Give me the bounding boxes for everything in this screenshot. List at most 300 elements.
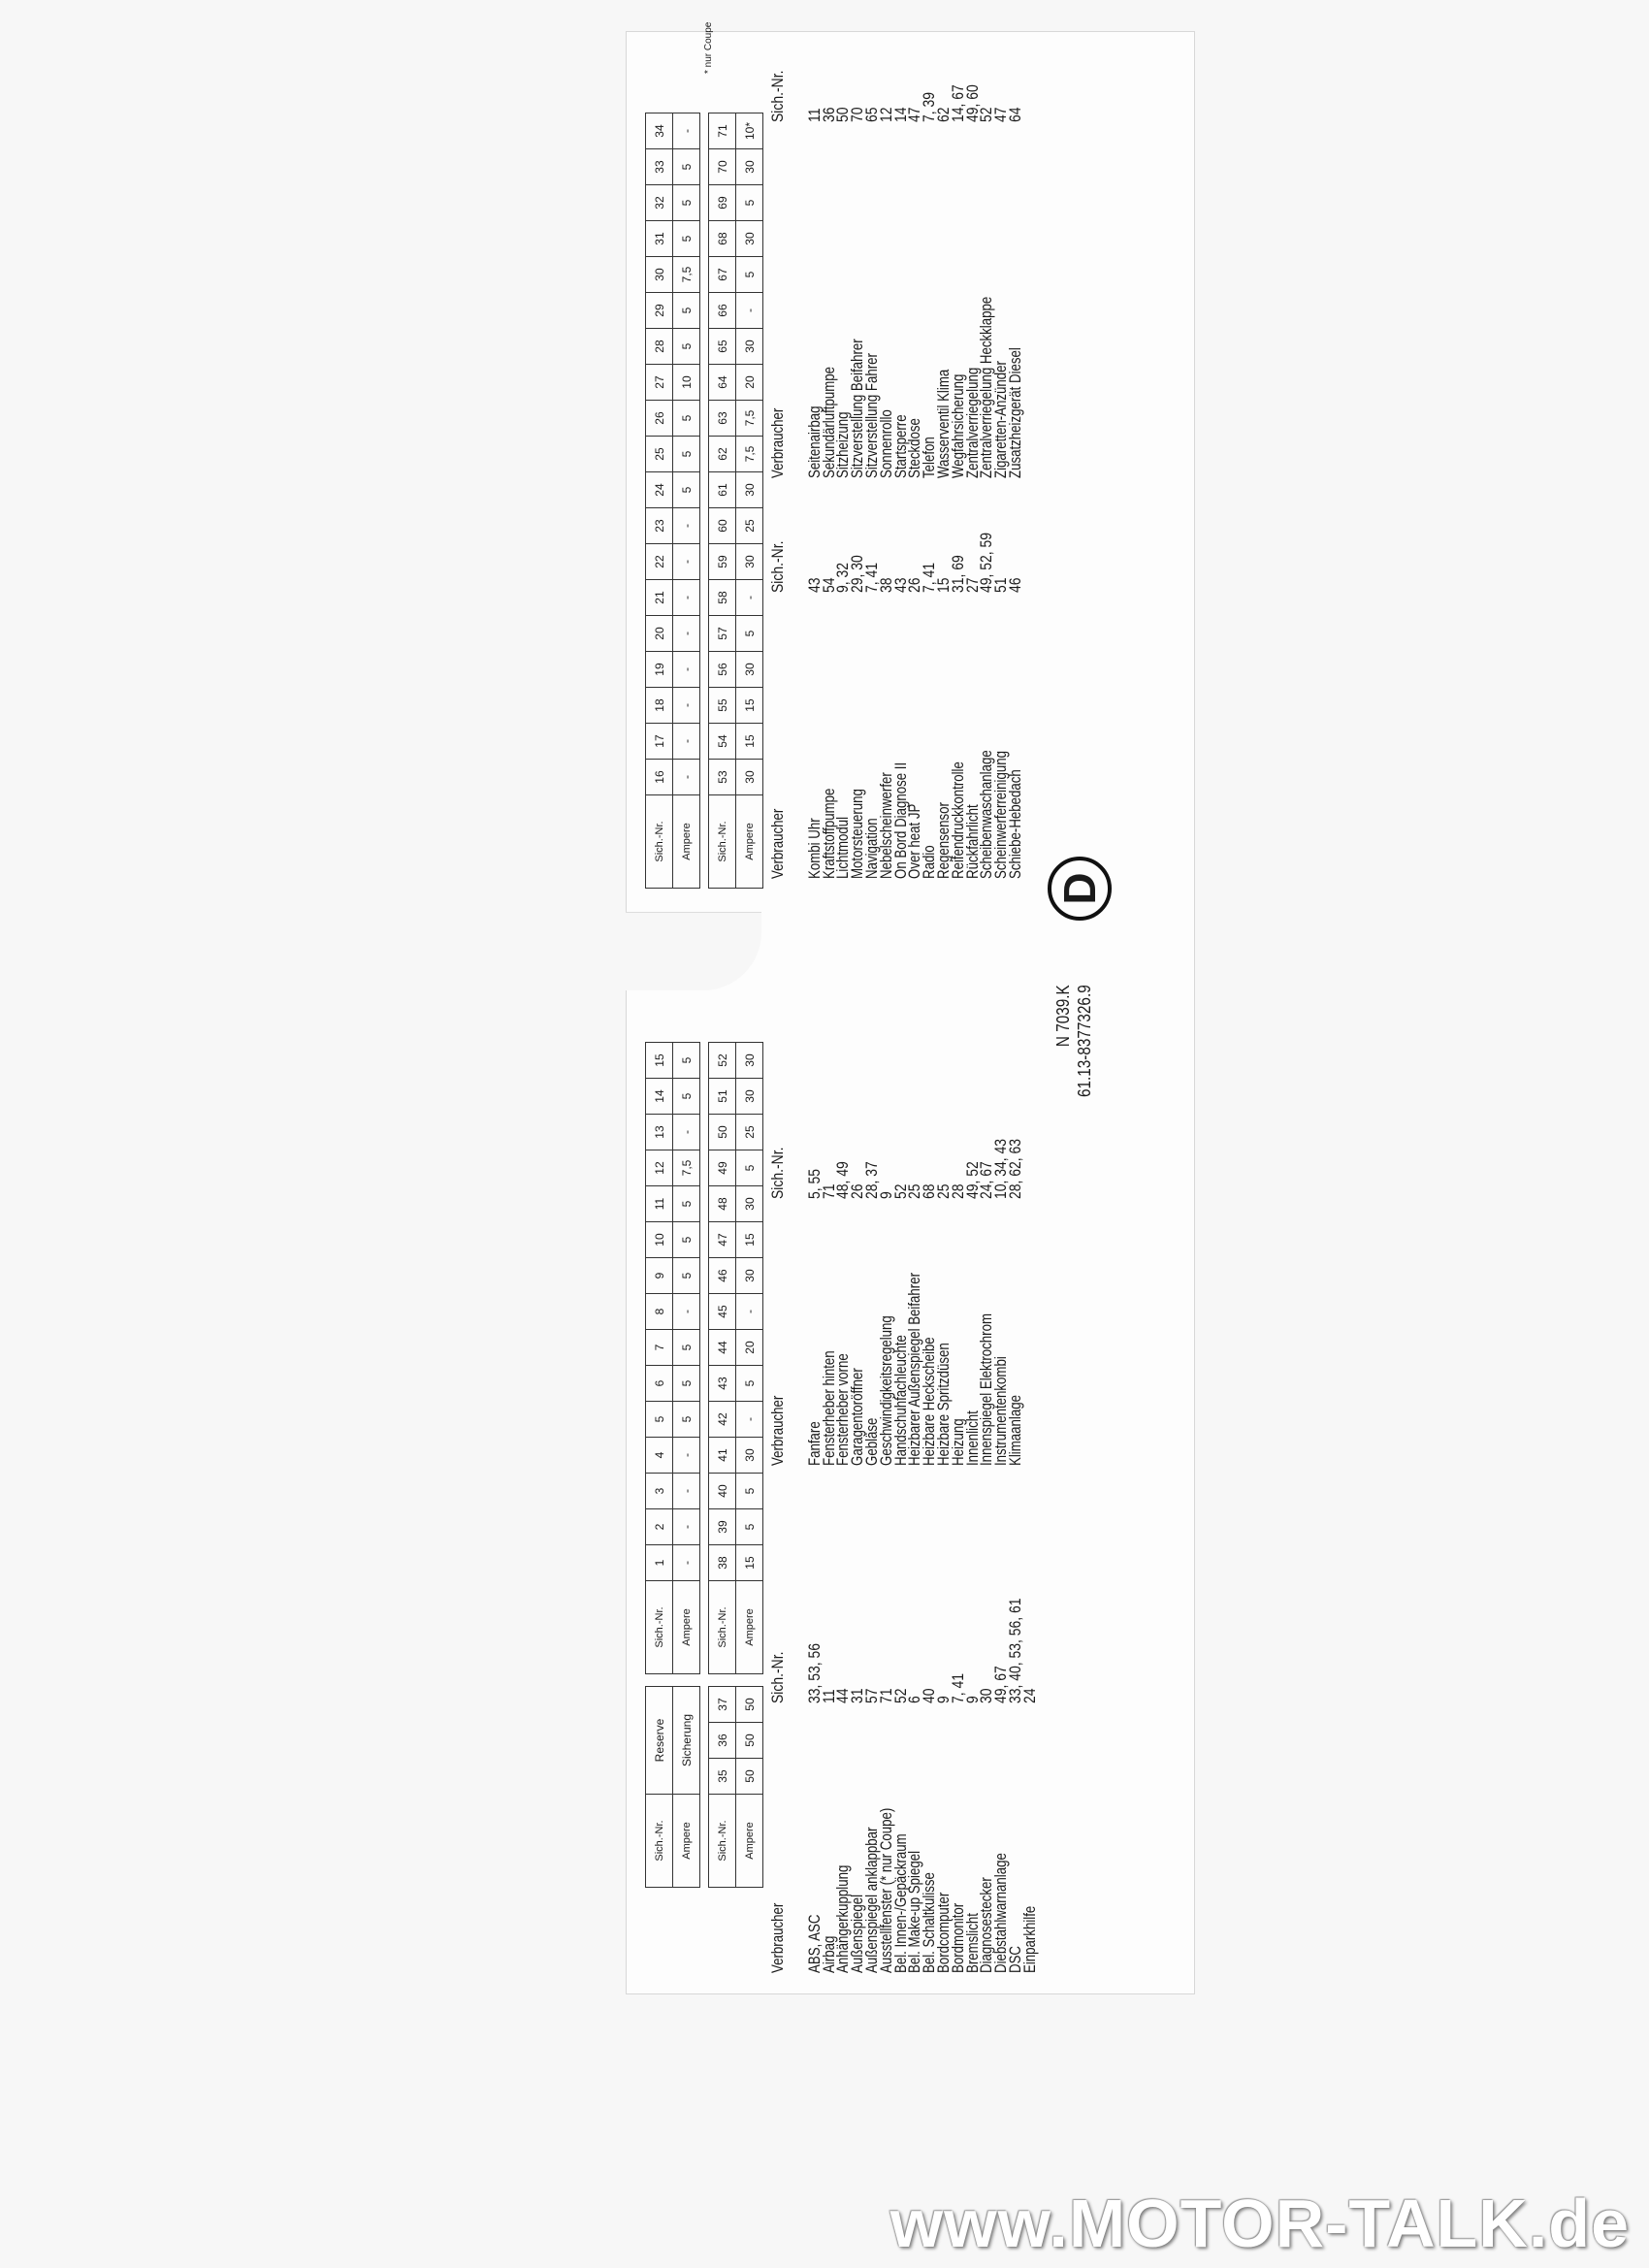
consumer-name: Steckdose xyxy=(905,418,924,478)
ampere-cell: 25 xyxy=(736,1115,763,1150)
ampere-label: Ampere xyxy=(736,795,763,889)
fuse-number-cell: 53 xyxy=(709,760,736,795)
fuse-number-cell: 7 xyxy=(646,1330,673,1366)
fuse-numbers: 68 xyxy=(920,1183,939,1199)
consumer-name: Innenspiegel Elektrochrom xyxy=(977,1313,996,1466)
ampere-cell: 30 xyxy=(736,652,763,688)
ampere-cell: 30 xyxy=(736,760,763,795)
ampere-cell: - xyxy=(673,1509,700,1545)
ampere-cell: - xyxy=(673,1545,700,1581)
fuse-numbers: 71 xyxy=(876,1688,895,1703)
ampere-cell: 15 xyxy=(736,724,763,760)
fuse-number-cell: 2 xyxy=(646,1509,673,1545)
fuse-numbers: 11 xyxy=(819,1689,838,1703)
ampere-label: Ampere xyxy=(673,1581,700,1674)
verbraucher-header: Verbraucher xyxy=(768,1395,787,1466)
consumer-name: Fanfare xyxy=(804,1421,824,1466)
ampere-cell: 30 xyxy=(736,329,763,365)
fuse-numbers: 14 xyxy=(890,107,910,122)
consumer-name: Zentralverriegelung xyxy=(962,367,982,478)
ampere-cell: 5 xyxy=(736,185,763,221)
consumer-name: Zigaretten-Anzünder xyxy=(991,361,1011,478)
ampere-label: Ampere xyxy=(736,1581,763,1674)
ampere-cell: 15 xyxy=(736,688,763,724)
sich-nr-header: Sich.-Nr. xyxy=(768,70,787,122)
footnote-nur-coupe: * nur Coupe xyxy=(703,21,714,74)
fuse-numbers: 7, 41 xyxy=(861,562,881,593)
card-notch xyxy=(626,912,761,990)
fuse-numbers: 14, 67 xyxy=(948,84,967,122)
fuse-numbers: 49, 60 xyxy=(962,84,982,122)
consumer-name: Heizbare Heckscheibe xyxy=(920,1337,939,1466)
ampere-cell: 5 xyxy=(673,1079,700,1115)
sich-nr-label: Sich.-Nr. xyxy=(646,795,673,889)
sich-nr-header: Sich.-Nr. xyxy=(768,540,787,593)
consumer-name: Startsperre xyxy=(890,414,910,478)
fuse-number-cell: 43 xyxy=(709,1366,736,1402)
fuse-numbers: 40 xyxy=(920,1688,939,1703)
fuse-numbers: 28 xyxy=(948,1183,967,1199)
consumer-name: Reifendruckkontrolle xyxy=(948,761,967,879)
fuse-number-cell: 49 xyxy=(709,1150,736,1186)
consumer-name: DSC xyxy=(1005,1945,1024,1973)
fuse-numbers: 49, 67 xyxy=(991,1666,1011,1703)
consumer-name: Sekundärluftpumpe xyxy=(819,366,838,478)
consumer-name: Sitzverstellung Beifahrer xyxy=(848,339,867,478)
fuse-numbers: 28, 37 xyxy=(861,1161,881,1199)
fuse-number-cell: 9 xyxy=(646,1258,673,1294)
ampere-cell: 30 xyxy=(736,1438,763,1474)
consumer-name: On Bord Diagnose II xyxy=(890,761,910,879)
part-code-line-1: N 7039.K xyxy=(1053,985,1073,1048)
ampere-label: Ampere xyxy=(673,795,700,889)
ampere-cell: 5 xyxy=(736,1366,763,1402)
fuse-number-cell: 3 xyxy=(646,1474,673,1509)
fuse-numbers: 25 xyxy=(933,1183,953,1199)
verbraucher-header: Verbraucher xyxy=(768,407,787,478)
ampere-cell: 5 xyxy=(673,401,700,437)
consumer-name: Navigation xyxy=(861,818,881,879)
ampere-cell: - xyxy=(673,544,700,580)
fuse-list-a xyxy=(768,1598,1039,1703)
consumer-list-c xyxy=(768,750,1024,879)
ampere-cell: - xyxy=(673,113,700,149)
sich-nr-label: Sich.-Nr. xyxy=(709,1795,736,1888)
fuse-number-cell: 62 xyxy=(709,437,736,472)
ampere-cell: 30 xyxy=(736,472,763,508)
sich-nr-header: Sich.-Nr. xyxy=(768,1651,787,1703)
sich-nr-label: Sich.-Nr. xyxy=(646,1581,673,1674)
fuse-number-cell: 8 xyxy=(646,1294,673,1330)
fuse-numbers: 31 xyxy=(848,1688,867,1703)
fuse-number-cell: 21 xyxy=(646,580,673,616)
consumer-name: Klimaanlage xyxy=(1005,1395,1024,1466)
sich-nr-label: Sich.-Nr. xyxy=(646,1795,673,1888)
fuse-numbers: 9 xyxy=(933,1696,953,1703)
ampere-cell: 7,5 xyxy=(673,1150,700,1186)
fuse-number-cell: 6 xyxy=(646,1366,673,1402)
fuse-list-b xyxy=(768,1138,1024,1199)
reserve-label: Reserve xyxy=(646,1687,673,1795)
left-fuse-table xyxy=(645,1042,763,1674)
ampere-cell: - xyxy=(736,580,763,616)
ampere-cell: - xyxy=(736,1402,763,1438)
ampere-label: Ampere xyxy=(673,1795,700,1888)
reserve-table xyxy=(645,1686,763,1888)
verbraucher-header: Verbraucher xyxy=(768,1902,787,1973)
consumer-name: Bel. Schaltkulisse xyxy=(920,1872,939,1973)
fuse-list-c xyxy=(768,532,1024,593)
consumer-list-d xyxy=(768,296,1024,478)
fuse-numbers: 28, 62, 63 xyxy=(1005,1138,1024,1199)
ampere-cell: 5 xyxy=(673,1330,700,1366)
fuse-numbers: 62 xyxy=(933,107,953,122)
consumer-name: Seitenairbag xyxy=(804,405,824,478)
fuse-number-cell: 40 xyxy=(709,1474,736,1509)
consumer-name: Heizbarer Außenspiegel Beifahrer xyxy=(905,1272,924,1466)
fuse-number-cell: 50 xyxy=(709,1115,736,1150)
ampere-cell: 20 xyxy=(736,365,763,401)
fuse-number-cell: 24 xyxy=(646,472,673,508)
fuse-number-cell: 1 xyxy=(646,1545,673,1581)
fuse-numbers: 47 xyxy=(905,107,924,122)
fuse-number-cell: 17 xyxy=(646,724,673,760)
fuse-number-cell: 55 xyxy=(709,688,736,724)
ampere-cell: 5 xyxy=(673,149,700,185)
fuse-numbers: 10, 34, 43 xyxy=(991,1138,1011,1199)
fuse-number-cell: 68 xyxy=(709,221,736,257)
fuse-number-cell: 15 xyxy=(646,1043,673,1079)
ampere-cell: 5 xyxy=(673,472,700,508)
fuse-numbers: 52 xyxy=(977,107,996,122)
consumer-name: Gebläse xyxy=(861,1417,881,1466)
consumer-name: Handschuhfachleuchte xyxy=(890,1335,910,1466)
fuse-number-cell: 46 xyxy=(709,1258,736,1294)
consumer-name: Bel. Make-up Spiegel xyxy=(905,1850,924,1973)
fuse-numbers: 24 xyxy=(1019,1688,1039,1703)
consumer-name: Kombi Uhr xyxy=(804,818,824,879)
fuse-card xyxy=(626,21,1195,1994)
ampere-cell: 5 xyxy=(673,185,700,221)
fuse-numbers: 7, 41 xyxy=(948,1672,967,1703)
fuse-numbers: 51 xyxy=(991,577,1011,593)
fuse-number-cell: 22 xyxy=(646,544,673,580)
fuse-number-cell: 58 xyxy=(709,580,736,616)
ampere-cell: 5 xyxy=(673,1366,700,1402)
fuse-numbers: 12 xyxy=(876,107,895,122)
ampere-cell: 30 xyxy=(736,1186,763,1222)
ampere-label: Ampere xyxy=(736,1795,763,1888)
fuse-number-cell: 70 xyxy=(709,149,736,185)
fuse-numbers: 5, 55 xyxy=(804,1168,824,1199)
fuse-numbers: 11 xyxy=(804,108,824,122)
consumer-name: Zusatzheizgerät Diesel xyxy=(1005,347,1024,478)
ampere-cell: 5 xyxy=(673,1186,700,1222)
consumer-name: Garagentoröffner xyxy=(848,1368,867,1466)
part-code xyxy=(1052,985,1095,1097)
consumer-name: Ausstellfenster (* nur Coupe) xyxy=(876,1807,895,1973)
fuse-number-cell: 31 xyxy=(646,221,673,257)
consumer-name: Wegfahrsicherung xyxy=(948,373,967,478)
consumer-name: Geschwindigkeitsregelung xyxy=(876,1315,895,1466)
fuse-numbers: 52 xyxy=(890,1688,910,1703)
ampere-cell: 20 xyxy=(736,1330,763,1366)
consumer-name: Scheibenwaschanlage xyxy=(977,750,996,879)
fuse-number-cell: 47 xyxy=(709,1222,736,1258)
consumer-name: Scheinwerferreinigung xyxy=(991,751,1011,879)
fuse-number-cell: 71 xyxy=(709,113,736,149)
fuse-number-cell: 54 xyxy=(709,724,736,760)
fuse-numbers: 31, 69 xyxy=(948,555,967,593)
consumer-name: Innenlicht xyxy=(962,1410,982,1466)
fuse-number-cell: 56 xyxy=(709,652,736,688)
ampere-cell: - xyxy=(673,760,700,795)
ampere-cell: - xyxy=(673,1294,700,1330)
sich-nr-label: Sich.-Nr. xyxy=(709,795,736,889)
fuse-number-cell: 20 xyxy=(646,616,673,652)
fuse-number-cell: 39 xyxy=(709,1509,736,1545)
fuse-numbers: 36 xyxy=(819,107,838,122)
consumer-name: Kraftstoffpumpe xyxy=(819,788,838,879)
fuse-numbers: 43 xyxy=(890,577,910,593)
fuse-number-cell: 65 xyxy=(709,329,736,365)
fuse-number-cell: 11 xyxy=(646,1186,673,1222)
fuse-number-cell: 29 xyxy=(646,293,673,329)
ampere-cell: 5 xyxy=(673,1258,700,1294)
ampere-cell: 30 xyxy=(736,1043,763,1079)
ampere-cell: - xyxy=(673,616,700,652)
ampere-cell: 5 xyxy=(673,221,700,257)
fuse-numbers: 65 xyxy=(861,107,881,122)
ampere-cell: - xyxy=(673,508,700,544)
fuse-numbers: 43 xyxy=(804,577,824,593)
ampere-cell: 5 xyxy=(673,437,700,472)
fuse-numbers: 30 xyxy=(977,1688,996,1703)
ampere-cell: 30 xyxy=(736,149,763,185)
fuse-number-cell: 64 xyxy=(709,365,736,401)
fuse-number-cell: 19 xyxy=(646,652,673,688)
ampere-cell: 5 xyxy=(673,1222,700,1258)
consumer-name: Diebstahlwarnanlage xyxy=(991,1853,1011,1973)
ampere-cell: - xyxy=(673,580,700,616)
ampere-cell: - xyxy=(673,1438,700,1474)
consumer-name: Bordmonitor xyxy=(948,1902,967,1973)
fuse-number-cell: 4 xyxy=(646,1438,673,1474)
fuse-number-cell: 27 xyxy=(646,365,673,401)
consumer-name: Lichtmodul xyxy=(833,816,853,879)
fuse-numbers: 57 xyxy=(861,1688,881,1703)
sicherung-label: Sicherung xyxy=(673,1687,700,1795)
fuse-numbers: 26 xyxy=(905,577,924,593)
ampere-cell: 5 xyxy=(673,329,700,365)
fuse-numbers: 29, 30 xyxy=(848,555,867,593)
consumer-name: Bremslicht xyxy=(962,1913,982,1973)
fuse-numbers: 33, 53, 56 xyxy=(804,1642,824,1703)
fuse-numbers: 9 xyxy=(876,1191,895,1199)
fuse-number-cell: 14 xyxy=(646,1079,673,1115)
fuse-numbers: 38 xyxy=(876,577,895,593)
consumer-name: Regensensor xyxy=(933,802,953,879)
consumer-name: Sonnenrollo xyxy=(876,409,895,478)
fuse-numbers: 71 xyxy=(819,1183,838,1199)
fuse-number-cell: 28 xyxy=(646,329,673,365)
fuse-number-cell: 48 xyxy=(709,1186,736,1222)
fuse-number-cell: 36 xyxy=(709,1723,736,1759)
ampere-cell: 25 xyxy=(736,508,763,544)
ampere-cell: 50 xyxy=(736,1759,763,1795)
ampere-cell: - xyxy=(673,652,700,688)
consumer-name: Anhängerkupplung xyxy=(833,1864,853,1973)
consumer-name: Bordcomputer xyxy=(933,1892,953,1973)
consumer-name: Over heat JP xyxy=(905,803,924,879)
ampere-cell: 7,5 xyxy=(736,401,763,437)
fuse-numbers: 7, 41 xyxy=(920,562,939,593)
ampere-cell: - xyxy=(673,724,700,760)
ampere-cell: 5 xyxy=(736,257,763,293)
ampere-cell: 5 xyxy=(673,1402,700,1438)
fuse-numbers: 70 xyxy=(848,107,867,122)
ampere-cell: - xyxy=(736,1294,763,1330)
fuse-numbers: 44 xyxy=(833,1688,853,1703)
ampere-cell: 15 xyxy=(736,1545,763,1581)
consumer-name: ABS, ASC xyxy=(804,1914,824,1973)
fuse-number-cell: 61 xyxy=(709,472,736,508)
fuse-numbers: 6 xyxy=(905,1696,924,1703)
site-watermark: www.MOTOR-TALK.de xyxy=(889,2186,1630,2261)
consumer-name: Airbag xyxy=(819,1935,838,1973)
ampere-cell: 30 xyxy=(736,544,763,580)
consumer-name: Heizung xyxy=(948,1418,967,1466)
fuse-numbers: 9 xyxy=(962,1696,982,1703)
consumer-name: Einparkhilfe xyxy=(1019,1905,1039,1973)
consumer-name: Bel. Innen-/Gepäckraum xyxy=(890,1833,910,1973)
consumer-name: Wasserventil Klima xyxy=(933,369,953,478)
fuse-number-cell: 26 xyxy=(646,401,673,437)
fuse-numbers: 50 xyxy=(833,107,853,122)
part-code-line-2: 61.13-8377326.9 xyxy=(1075,985,1094,1097)
fuse-numbers: 33, 40, 53, 56, 61 xyxy=(1005,1598,1024,1703)
consumer-name: Zentralverriegelung Heckklappe xyxy=(977,296,996,478)
ampere-cell: 5 xyxy=(736,1474,763,1509)
consumer-name: Sitzheizung xyxy=(833,411,853,478)
consumer-list-b xyxy=(768,1272,1024,1466)
fuse-list-d xyxy=(768,70,1024,122)
fuse-number-cell: 25 xyxy=(646,437,673,472)
ampere-cell: 7,5 xyxy=(736,437,763,472)
ampere-cell: 5 xyxy=(736,1509,763,1545)
ampere-cell: - xyxy=(673,688,700,724)
fuse-number-cell: 45 xyxy=(709,1294,736,1330)
ampere-cell: - xyxy=(673,1115,700,1150)
fuse-numbers: 64 xyxy=(1005,107,1024,122)
consumer-name: Radio xyxy=(920,845,939,879)
fuse-number-cell: 66 xyxy=(709,293,736,329)
fuse-numbers: 47 xyxy=(991,107,1011,122)
fuse-number-cell: 37 xyxy=(709,1687,736,1723)
fuse-number-cell: 16 xyxy=(646,760,673,795)
fuse-number-cell: 5 xyxy=(646,1402,673,1438)
fuse-number-cell: 32 xyxy=(646,185,673,221)
fuse-numbers: 52 xyxy=(890,1183,910,1199)
country-letter-badge: D xyxy=(1048,857,1112,921)
consumer-name: Außenspiegel xyxy=(848,1894,867,1973)
right-fuse-table xyxy=(645,113,763,889)
fuse-number-cell: 60 xyxy=(709,508,736,544)
consumer-name: Diagnosestecker xyxy=(977,1877,996,1973)
fuse-numbers: 9, 32 xyxy=(833,562,853,593)
consumer-list-a xyxy=(768,1807,1039,1973)
fuse-number-cell: 52 xyxy=(709,1043,736,1079)
consumer-name: Telefon xyxy=(920,437,939,478)
fuse-number-cell: 30 xyxy=(646,257,673,293)
fuse-numbers: 49, 52 xyxy=(962,1161,982,1199)
ampere-cell: - xyxy=(736,293,763,329)
fuse-number-cell: 69 xyxy=(709,185,736,221)
sich-nr-label: Sich.-Nr. xyxy=(709,1581,736,1674)
ampere-cell: 30 xyxy=(736,221,763,257)
ampere-cell: 7,5 xyxy=(673,257,700,293)
fuse-number-cell: 67 xyxy=(709,257,736,293)
fuse-numbers: 7, 39 xyxy=(920,91,939,122)
consumer-name: Sitzverstellung Fahrer xyxy=(861,353,881,478)
fuse-number-cell: 12 xyxy=(646,1150,673,1186)
consumer-name: Außenspiegel anklappbar xyxy=(861,1827,881,1973)
fuse-numbers: 26 xyxy=(848,1183,867,1199)
ampere-cell: 5 xyxy=(673,1043,700,1079)
fuse-numbers: 48, 49 xyxy=(833,1161,853,1199)
fuse-number-cell: 38 xyxy=(709,1545,736,1581)
ampere-cell: 50 xyxy=(736,1723,763,1759)
ampere-cell: 15 xyxy=(736,1222,763,1258)
fuse-number-cell: 59 xyxy=(709,544,736,580)
ampere-cell: 30 xyxy=(736,1079,763,1115)
ampere-cell: 10 xyxy=(673,365,700,401)
consumer-name: Motorsteuerung xyxy=(848,789,867,879)
consumer-name: Fensterheber vorne xyxy=(833,1353,853,1466)
fuse-number-cell: 23 xyxy=(646,508,673,544)
ampere-cell: 30 xyxy=(736,1258,763,1294)
ampere-cell: 5 xyxy=(736,1150,763,1186)
sich-nr-header: Sich.-Nr. xyxy=(768,1147,787,1199)
fuse-number-cell: 34 xyxy=(646,113,673,149)
ampere-cell: 10* xyxy=(736,113,763,149)
consumer-name: Fensterheber hinten xyxy=(819,1350,838,1466)
consumer-name: Rückfahrlicht xyxy=(962,804,982,879)
fuse-number-cell: 41 xyxy=(709,1438,736,1474)
fuse-number-cell: 51 xyxy=(709,1079,736,1115)
fuse-number-cell: 13 xyxy=(646,1115,673,1150)
fuse-numbers: 24, 67 xyxy=(977,1161,996,1199)
fuse-number-cell: 57 xyxy=(709,616,736,652)
verbraucher-header: Verbraucher xyxy=(768,808,787,879)
ampere-cell: 5 xyxy=(673,293,700,329)
fuse-numbers: 27 xyxy=(962,577,982,593)
ampere-cell: - xyxy=(673,1474,700,1509)
ampere-cell: 50 xyxy=(736,1687,763,1723)
fuse-number-cell: 63 xyxy=(709,401,736,437)
fuse-numbers: 49, 52, 59 xyxy=(977,532,996,593)
fuse-number-cell: 10 xyxy=(646,1222,673,1258)
ampere-cell: 5 xyxy=(736,616,763,652)
fuse-number-cell: 44 xyxy=(709,1330,736,1366)
consumer-name: Nebelscheinwerfer xyxy=(876,772,895,879)
consumer-name: Heizbare Spritzdüsen xyxy=(933,1343,953,1466)
consumer-name: Schiebe-Hebedach xyxy=(1005,769,1024,879)
fuse-numbers: 25 xyxy=(905,1183,924,1199)
fuse-number-cell: 42 xyxy=(709,1402,736,1438)
fuse-numbers: 15 xyxy=(933,577,953,593)
fuse-number-cell: 33 xyxy=(646,149,673,185)
